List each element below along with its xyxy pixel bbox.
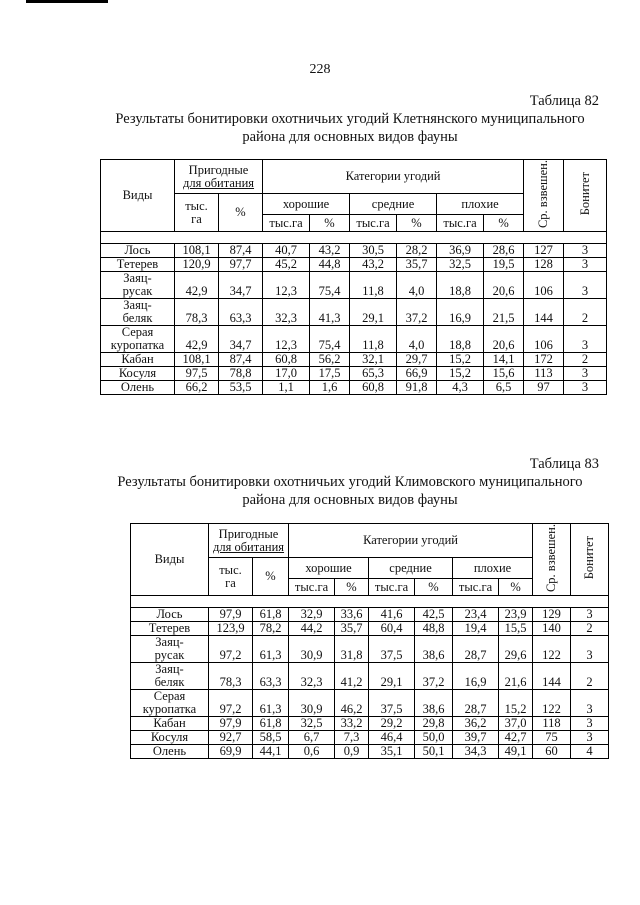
header-thousand-ha-line1: тыс.	[185, 198, 208, 213]
cell-medium-percent: 29,8	[415, 717, 453, 731]
cell-medium-thousand-ha: 60,4	[369, 622, 415, 636]
cell-poor-percent: 19,5	[484, 258, 524, 272]
cell-poor-percent: 21,6	[499, 663, 533, 690]
cell-good-percent: 35,7	[335, 622, 369, 636]
spacer-row	[131, 596, 609, 608]
cell-medium-percent: 4,0	[397, 272, 437, 299]
species-name	[101, 326, 175, 353]
species-name-line: Косуля	[118, 366, 157, 381]
species-name-line: беляк	[122, 311, 153, 326]
table-row	[131, 731, 609, 745]
species-name-line: Тетерев	[148, 621, 191, 636]
table-row	[101, 244, 607, 258]
header-categories: Категории угодий	[289, 524, 533, 558]
species-name-line: русак	[154, 648, 185, 663]
cell-good-percent: 41,3	[310, 299, 350, 326]
cell-poor-thousand-ha: 36,2	[453, 717, 499, 731]
cell-bonitet-value: 3	[564, 326, 607, 353]
cell-poor-thousand-ha: 4,3	[437, 381, 484, 395]
table-row	[101, 353, 607, 367]
cell-good-percent: 56,2	[310, 353, 350, 367]
cell-medium-thousand-ha: 37,5	[369, 636, 415, 663]
table-83-title	[90, 473, 610, 509]
species-name	[131, 636, 209, 663]
header-good: хорошие	[263, 194, 350, 215]
cell-suitable-percent: 78,8	[219, 367, 263, 381]
cell-poor-percent: 14,1	[484, 353, 524, 367]
cell-poor-percent: 28,6	[484, 244, 524, 258]
sub-thousand-ha: тыс.га	[289, 579, 335, 596]
cell-medium-thousand-ha: 29,2	[369, 717, 415, 731]
cell-poor-percent: 42,7	[499, 731, 533, 745]
table-row	[131, 608, 609, 622]
cell-good-thousand-ha: 17,0	[263, 367, 310, 381]
cell-medium-thousand-ha: 37,5	[369, 690, 415, 717]
cell-weighted-value: 60	[533, 745, 571, 759]
cell-medium-percent: 35,7	[397, 258, 437, 272]
sub-percent: %	[499, 579, 533, 596]
cell-good-percent: 17,5	[310, 367, 350, 381]
cell-good-percent: 75,4	[310, 272, 350, 299]
header-thousand-ha	[209, 558, 253, 596]
cell-good-thousand-ha: 44,2	[289, 622, 335, 636]
sub-percent: %	[310, 215, 350, 232]
header-species: Виды	[101, 160, 175, 232]
species-name-line: Кабан	[121, 352, 154, 367]
cell-suitable-percent: 53,5	[219, 381, 263, 395]
cell-bonitet-value: 2	[571, 663, 609, 690]
cell-poor-percent: 21,5	[484, 299, 524, 326]
cell-poor-percent: 15,5	[499, 622, 533, 636]
cell-medium-thousand-ha: 32,1	[350, 353, 397, 367]
cell-suitable-percent: 34,7	[219, 272, 263, 299]
cell-suitable-thousand-ha: 97,5	[175, 367, 219, 381]
header-good: хорошие	[289, 558, 369, 579]
cell-weighted-value: 172	[524, 353, 564, 367]
cell-good-thousand-ha: 32,9	[289, 608, 335, 622]
species-name-line: куропатка	[110, 338, 165, 353]
cell-poor-thousand-ha: 16,9	[453, 663, 499, 690]
header-percent: %	[253, 558, 289, 596]
cell-medium-percent: 28,2	[397, 244, 437, 258]
table-row	[101, 381, 607, 395]
cell-suitable-thousand-ha: 97,9	[209, 608, 253, 622]
cell-medium-thousand-ha: 29,1	[369, 663, 415, 690]
header-bonitet	[571, 524, 609, 596]
cell-suitable-percent: 44,1	[253, 745, 289, 759]
header-suitable-line2: для обитания	[182, 175, 255, 190]
cell-poor-percent: 29,6	[499, 636, 533, 663]
sub-thousand-ha: тыс.га	[437, 215, 484, 232]
cell-good-thousand-ha: 12,3	[263, 272, 310, 299]
cell-good-percent: 46,2	[335, 690, 369, 717]
header-suitable	[209, 524, 289, 558]
species-name-line: Серая	[153, 689, 186, 704]
species-name	[101, 244, 175, 258]
cell-bonitet-value: 4	[571, 745, 609, 759]
cell-medium-thousand-ha: 46,4	[369, 731, 415, 745]
cell-suitable-percent: 87,4	[219, 244, 263, 258]
cell-bonitet-value: 3	[571, 608, 609, 622]
cell-suitable-percent: 87,4	[219, 353, 263, 367]
species-name-line: Кабан	[153, 716, 186, 731]
cell-suitable-thousand-ha: 97,9	[209, 717, 253, 731]
species-name	[101, 299, 175, 326]
cell-poor-thousand-ha: 16,9	[437, 299, 484, 326]
cell-suitable-thousand-ha: 78,3	[209, 663, 253, 690]
cell-good-thousand-ha: 32,3	[289, 663, 335, 690]
cell-medium-thousand-ha: 11,8	[350, 326, 397, 353]
cell-poor-thousand-ha: 18,8	[437, 272, 484, 299]
cell-medium-thousand-ha: 60,8	[350, 381, 397, 395]
sub-thousand-ha: тыс.га	[263, 215, 310, 232]
table-82	[100, 159, 607, 395]
table-row	[131, 663, 609, 690]
cell-good-thousand-ha: 60,8	[263, 353, 310, 367]
species-name-line: Заяц-	[155, 635, 184, 650]
cell-poor-percent: 20,6	[484, 272, 524, 299]
header-suitable-line1: Пригодные	[188, 162, 249, 177]
cell-suitable-thousand-ha: 97,2	[209, 690, 253, 717]
header-weighted-text: Ср. взвешен.	[544, 524, 559, 593]
table-82-label: Таблица 82	[529, 93, 599, 109]
cell-suitable-thousand-ha: 108,1	[175, 244, 219, 258]
species-name-line: Олень	[152, 744, 187, 759]
species-name-line: русак	[122, 284, 153, 299]
species-name-line: Тетерев	[116, 257, 159, 272]
species-name-line: Серая	[121, 325, 154, 340]
cell-weighted-value: 128	[524, 258, 564, 272]
cell-weighted-value: 127	[524, 244, 564, 258]
header-suitable-line1: Пригодные	[218, 526, 279, 541]
table-83-label: Таблица 83	[529, 456, 599, 472]
cell-weighted-value: 122	[533, 690, 571, 717]
table-row	[131, 622, 609, 636]
cell-good-thousand-ha: 30,9	[289, 690, 335, 717]
header-percent: %	[219, 194, 263, 232]
cell-weighted-value: 129	[533, 608, 571, 622]
table-82-title-line1: Результаты бонитировки охотничьих угодий Клетнянского муниципального	[115, 111, 585, 127]
sub-percent: %	[397, 215, 437, 232]
cell-medium-thousand-ha: 41,6	[369, 608, 415, 622]
cell-good-thousand-ha: 30,9	[289, 636, 335, 663]
cell-poor-thousand-ha: 15,2	[437, 367, 484, 381]
cell-weighted-value: 118	[533, 717, 571, 731]
cell-poor-thousand-ha: 19,4	[453, 622, 499, 636]
cell-medium-percent: 37,2	[397, 299, 437, 326]
header-bonitet-text: Бонитет	[577, 172, 592, 216]
header-species: Виды	[131, 524, 209, 596]
cell-suitable-thousand-ha: 66,2	[175, 381, 219, 395]
cell-suitable-percent: 78,2	[253, 622, 289, 636]
cell-good-percent: 7,3	[335, 731, 369, 745]
cell-suitable-thousand-ha: 108,1	[175, 353, 219, 367]
cell-bonitet-value: 3	[571, 690, 609, 717]
table-row	[101, 272, 607, 299]
sub-thousand-ha: тыс.га	[369, 579, 415, 596]
sub-percent: %	[415, 579, 453, 596]
top-rule	[26, 0, 108, 3]
cell-good-thousand-ha: 1,1	[263, 381, 310, 395]
cell-weighted-value: 75	[533, 731, 571, 745]
cell-poor-percent: 23,9	[499, 608, 533, 622]
header-medium: средние	[350, 194, 437, 215]
header-weighted	[524, 160, 564, 232]
species-name	[101, 381, 175, 395]
cell-bonitet-value: 3	[564, 258, 607, 272]
cell-suitable-percent: 97,7	[219, 258, 263, 272]
table-row	[101, 258, 607, 272]
header-thousand-ha-line2: га	[225, 575, 236, 590]
cell-weighted-value: 144	[533, 663, 571, 690]
cell-bonitet-value: 3	[571, 636, 609, 663]
cell-poor-thousand-ha: 39,7	[453, 731, 499, 745]
cell-suitable-thousand-ha: 123,9	[209, 622, 253, 636]
cell-poor-thousand-ha: 28,7	[453, 636, 499, 663]
cell-poor-percent: 15,2	[499, 690, 533, 717]
header-weighted	[533, 524, 571, 596]
cell-bonitet-value: 2	[564, 353, 607, 367]
header-suitable-line2: для обитания	[212, 539, 285, 554]
cell-medium-thousand-ha: 35,1	[369, 745, 415, 759]
cell-weighted-value: 122	[533, 636, 571, 663]
species-name-line: Косуля	[150, 730, 189, 745]
table-83-title-line1: Результаты бонитировки охотничьих угодий Климовского муниципального	[117, 474, 583, 490]
cell-good-thousand-ha: 32,3	[263, 299, 310, 326]
species-name-line: Лось	[124, 243, 151, 258]
table-row	[101, 299, 607, 326]
cell-good-percent: 31,8	[335, 636, 369, 663]
cell-suitable-thousand-ha: 42,9	[175, 326, 219, 353]
species-name-line: куропатка	[142, 702, 197, 717]
cell-good-percent: 75,4	[310, 326, 350, 353]
cell-good-thousand-ha: 6,7	[289, 731, 335, 745]
cell-suitable-percent: 34,7	[219, 326, 263, 353]
header-thousand-ha-line2: га	[191, 211, 202, 226]
cell-medium-thousand-ha: 30,5	[350, 244, 397, 258]
cell-suitable-percent: 63,3	[219, 299, 263, 326]
sub-percent: %	[335, 579, 369, 596]
table-row	[131, 636, 609, 663]
cell-medium-percent: 38,6	[415, 690, 453, 717]
cell-bonitet-value: 3	[564, 367, 607, 381]
cell-suitable-percent: 61,8	[253, 717, 289, 731]
species-name-line: Олень	[120, 380, 155, 395]
cell-bonitet-value: 2	[571, 622, 609, 636]
cell-good-percent: 43,2	[310, 244, 350, 258]
cell-suitable-thousand-ha: 78,3	[175, 299, 219, 326]
cell-bonitet-value: 3	[564, 272, 607, 299]
species-name-line: Заяц-	[155, 662, 184, 677]
cell-poor-percent: 6,5	[484, 381, 524, 395]
cell-poor-thousand-ha: 32,5	[437, 258, 484, 272]
cell-medium-percent: 48,8	[415, 622, 453, 636]
species-name	[101, 272, 175, 299]
header-bonitet	[564, 160, 607, 232]
table-row	[131, 717, 609, 731]
cell-suitable-percent: 61,3	[253, 636, 289, 663]
species-name	[131, 663, 209, 690]
cell-good-percent: 41,2	[335, 663, 369, 690]
species-name	[131, 690, 209, 717]
cell-weighted-value: 106	[524, 272, 564, 299]
cell-medium-thousand-ha: 43,2	[350, 258, 397, 272]
cell-medium-thousand-ha: 65,3	[350, 367, 397, 381]
species-name-line: Заяц-	[123, 271, 152, 286]
sub-percent: %	[484, 215, 524, 232]
cell-good-percent: 0,9	[335, 745, 369, 759]
species-name	[101, 353, 175, 367]
table-row	[131, 690, 609, 717]
cell-medium-percent: 91,8	[397, 381, 437, 395]
species-name-line: Лось	[156, 607, 183, 622]
header-poor: плохие	[437, 194, 524, 215]
cell-suitable-thousand-ha: 97,2	[209, 636, 253, 663]
cell-bonitet-value: 2	[564, 299, 607, 326]
cell-weighted-value: 144	[524, 299, 564, 326]
cell-poor-thousand-ha: 34,3	[453, 745, 499, 759]
sub-thousand-ha: тыс.га	[350, 215, 397, 232]
species-name-line: беляк	[154, 675, 185, 690]
table-83-title-line2: района для основных видов фауны	[242, 492, 458, 508]
cell-medium-percent: 42,5	[415, 608, 453, 622]
page-number: 228	[309, 62, 331, 77]
cell-bonitet-value: 3	[564, 244, 607, 258]
cell-poor-thousand-ha: 15,2	[437, 353, 484, 367]
header-suitable	[175, 160, 263, 194]
species-name	[101, 367, 175, 381]
cell-medium-percent: 38,6	[415, 636, 453, 663]
cell-weighted-value: 97	[524, 381, 564, 395]
species-name-line: Заяц-	[123, 298, 152, 313]
cell-good-thousand-ha: 0,6	[289, 745, 335, 759]
table-row	[101, 326, 607, 353]
cell-poor-percent: 15,6	[484, 367, 524, 381]
header-medium: средние	[369, 558, 453, 579]
cell-medium-percent: 37,2	[415, 663, 453, 690]
header-categories: Категории угодий	[263, 160, 524, 194]
cell-medium-thousand-ha: 29,1	[350, 299, 397, 326]
cell-good-percent: 33,6	[335, 608, 369, 622]
cell-medium-percent: 29,7	[397, 353, 437, 367]
cell-suitable-percent: 61,8	[253, 608, 289, 622]
cell-bonitet-value: 3	[571, 731, 609, 745]
species-name	[101, 258, 175, 272]
cell-medium-percent: 66,9	[397, 367, 437, 381]
table-row	[131, 745, 609, 759]
spacer-row	[101, 232, 607, 244]
cell-poor-thousand-ha: 23,4	[453, 608, 499, 622]
cell-medium-percent: 50,1	[415, 745, 453, 759]
cell-weighted-value: 106	[524, 326, 564, 353]
cell-poor-thousand-ha: 28,7	[453, 690, 499, 717]
cell-weighted-value: 113	[524, 367, 564, 381]
header-thousand-ha-line1: тыс.	[219, 562, 242, 577]
cell-medium-percent: 4,0	[397, 326, 437, 353]
cell-poor-percent: 49,1	[499, 745, 533, 759]
cell-weighted-value: 140	[533, 622, 571, 636]
cell-good-thousand-ha: 45,2	[263, 258, 310, 272]
cell-poor-percent: 20,6	[484, 326, 524, 353]
table-82-title-line2: района для основных видов фауны	[242, 129, 458, 145]
table-82-title	[90, 110, 610, 146]
header-poor: плохие	[453, 558, 533, 579]
cell-suitable-thousand-ha: 42,9	[175, 272, 219, 299]
header-bonitet-text: Бонитет	[582, 536, 597, 580]
cell-suitable-thousand-ha: 120,9	[175, 258, 219, 272]
species-name	[131, 717, 209, 731]
cell-medium-percent: 50,0	[415, 731, 453, 745]
table-row	[101, 367, 607, 381]
cell-poor-thousand-ha: 36,9	[437, 244, 484, 258]
species-name	[131, 745, 209, 759]
cell-good-thousand-ha: 32,5	[289, 717, 335, 731]
cell-poor-thousand-ha: 18,8	[437, 326, 484, 353]
cell-suitable-percent: 58,5	[253, 731, 289, 745]
cell-suitable-thousand-ha: 92,7	[209, 731, 253, 745]
cell-good-percent: 33,2	[335, 717, 369, 731]
cell-poor-percent: 37,0	[499, 717, 533, 731]
cell-suitable-percent: 61,3	[253, 690, 289, 717]
table-83	[130, 523, 609, 759]
cell-suitable-thousand-ha: 69,9	[209, 745, 253, 759]
cell-suitable-percent: 63,3	[253, 663, 289, 690]
species-name	[131, 608, 209, 622]
cell-good-thousand-ha: 12,3	[263, 326, 310, 353]
cell-good-percent: 1,6	[310, 381, 350, 395]
header-weighted-text: Ср. взвешен.	[536, 160, 551, 229]
species-name	[131, 731, 209, 745]
cell-bonitet-value: 3	[571, 717, 609, 731]
cell-good-thousand-ha: 40,7	[263, 244, 310, 258]
sub-thousand-ha: тыс.га	[453, 579, 499, 596]
cell-medium-thousand-ha: 11,8	[350, 272, 397, 299]
cell-bonitet-value: 3	[564, 381, 607, 395]
cell-good-percent: 44,8	[310, 258, 350, 272]
header-thousand-ha	[175, 194, 219, 232]
species-name	[131, 622, 209, 636]
